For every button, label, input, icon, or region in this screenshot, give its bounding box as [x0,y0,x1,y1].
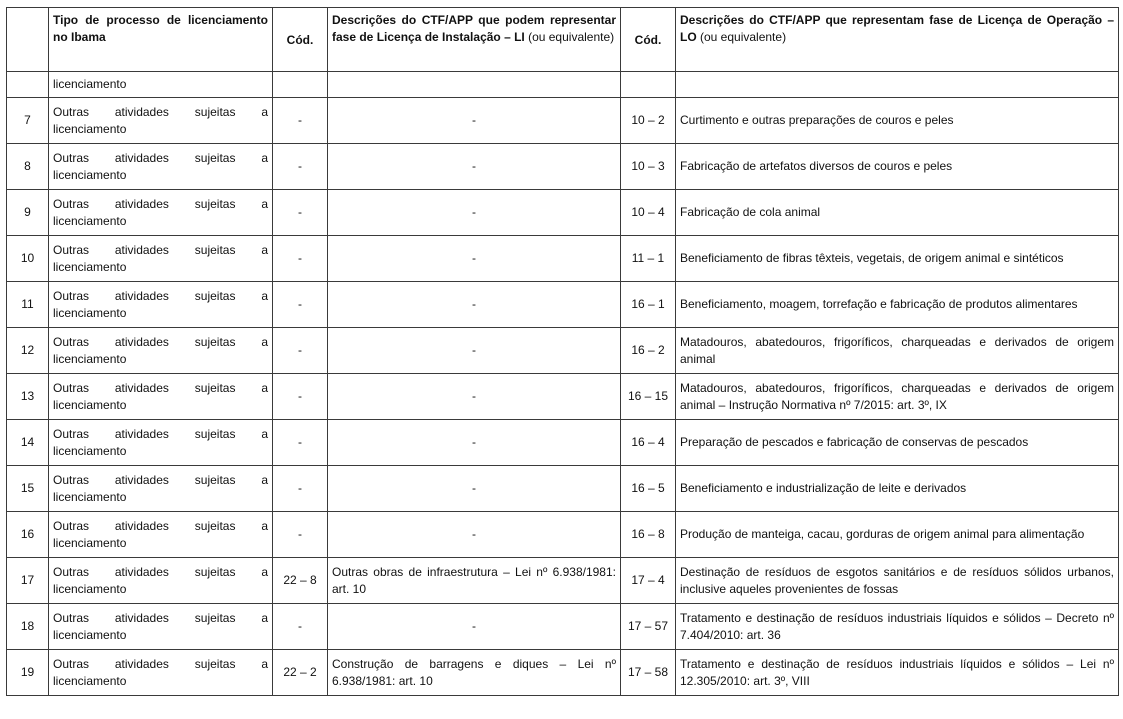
cell-cod-lo: 16 – 1 [621,282,676,328]
cell-tipo: Outras atividades sujeitas a licenciamento [49,512,273,558]
cell-li: - [328,282,621,328]
table-row [7,190,1119,236]
cell-number: 8 [7,144,49,190]
cell-lo: Beneficiamento e industrialização de leite e derivados [676,466,1119,512]
cell-tipo: Outras atividades sujeitas a licenciamento [49,374,273,420]
table-row [7,604,1119,650]
cell-cod-lo: 17 – 4 [621,558,676,604]
cell-lo: Fabricação de artefatos diversos de couros e peles [676,144,1119,190]
cell-tipo: Outras atividades sujeitas a licenciamento [49,650,273,696]
cell-number: 19 [7,650,49,696]
header-cod-lo: Cód. [621,8,676,72]
cell-cod-li: - [273,144,328,190]
cell-cod-lo: 10 – 2 [621,98,676,144]
table-body [7,72,1119,696]
cell-lo: Matadouros, abatedouros, frigoríficos, charqueadas e derivados de origem animal [676,328,1119,374]
cell-li: - [328,328,621,374]
cell-lo: Beneficiamento, moagem, torrefação e fabricação de produtos alimentares [676,282,1119,328]
cell-tipo: Outras atividades sujeitas a licenciamento [49,236,273,282]
cell-cod-lo: 17 – 57 [621,604,676,650]
cell-li: - [328,420,621,466]
cell-number: 13 [7,374,49,420]
header-tipo: Tipo de processo de licenciamento no Ibama [49,8,273,72]
cell-cod-lo: 16 – 2 [621,328,676,374]
cell-number: 9 [7,190,49,236]
header-lo-note: (ou equivalente) [696,30,787,44]
cell-tipo: Outras atividades sujeitas a licenciamento [49,604,273,650]
cell-li: - [328,512,621,558]
table-row [7,420,1119,466]
cell-lo: Beneficiamento de fibras têxteis, vegetais, de origem animal e sintéticos [676,236,1119,282]
cell-li: Construção de barragens e diques – Lei nº 6.938/1981: art. 10 [328,650,621,696]
header-row [7,8,1119,72]
cell-cod-li: - [273,604,328,650]
cell-li: - [328,190,621,236]
table-row [7,236,1119,282]
cell-lo: Produção de manteiga, cacau, gorduras de origem animal para alimentação [676,512,1119,558]
cell-cod-li: - [273,512,328,558]
cell-number: 16 [7,512,49,558]
cell-number [7,72,49,98]
cell-number: 15 [7,466,49,512]
cell-tipo: Outras atividades sujeitas a licenciamento [49,144,273,190]
header-li [328,8,621,72]
table-row [7,282,1119,328]
table-row [7,558,1119,604]
cell-cod-li: 22 – 2 [273,650,328,696]
cell-tipo: Outras atividades sujeitas a licenciamento [49,328,273,374]
cell-cod-li: 22 – 8 [273,558,328,604]
cell-number: 11 [7,282,49,328]
cell-li: - [328,98,621,144]
cell-li: - [328,466,621,512]
cell-cod-li [273,72,328,98]
header-li-bold: Descrições do CTF/APP que podem representar fase de Licença de Instalação – LI [332,13,616,44]
cell-cod-lo: 11 – 1 [621,236,676,282]
cell-cod-lo [621,72,676,98]
cell-number: 10 [7,236,49,282]
cell-lo: Curtimento e outras preparações de couros e peles [676,98,1119,144]
cell-cod-li: - [273,466,328,512]
cell-li [328,72,621,98]
cell-tipo: Outras atividades sujeitas a licenciamento [49,98,273,144]
document-page [6,7,1119,696]
cell-tipo: Outras atividades sujeitas a licenciamento [49,190,273,236]
cell-lo: Fabricação de cola animal [676,190,1119,236]
cell-lo: Preparação de pescados e fabricação de conservas de pescados [676,420,1119,466]
cell-li: - [328,144,621,190]
cell-cod-lo: 17 – 58 [621,650,676,696]
table-row [7,466,1119,512]
header-cod-li: Cód. [273,8,328,72]
cell-lo: Destinação de resíduos de esgotos sanitários e de resíduos sólidos urbanos, inclusive aqueles provenientes de fossas [676,558,1119,604]
header-li-note: (ou equivalente) [524,30,615,44]
table-row [7,650,1119,696]
cell-number: 12 [7,328,49,374]
continuation-row [7,72,1119,98]
cell-number: 7 [7,98,49,144]
cell-number: 14 [7,420,49,466]
cell-cod-lo: 10 – 4 [621,190,676,236]
cell-cod-lo: 10 – 3 [621,144,676,190]
cell-cod-li: - [273,236,328,282]
cell-lo: Matadouros, abatedouros, frigoríficos, charqueadas e derivados de origem animal – Instrução Normativa nº 7/2015: art. 3º, IX [676,374,1119,420]
table-row [7,374,1119,420]
cell-lo: Tratamento e destinação de resíduos industriais líquidos e sólidos – Lei nº 12.305/2010: art. 3º, VIII [676,650,1119,696]
table-row [7,98,1119,144]
cell-cod-li: - [273,328,328,374]
header-number [7,8,49,72]
cell-cod-lo: 16 – 5 [621,466,676,512]
cell-cod-lo: 16 – 8 [621,512,676,558]
cell-tipo: Outras atividades sujeitas a licenciamento [49,558,273,604]
table-row [7,328,1119,374]
header-lo [676,8,1119,72]
licensing-table [6,7,1119,696]
cell-tipo: Outras atividades sujeitas a licenciamento [49,466,273,512]
cell-cod-li: - [273,282,328,328]
cell-tipo: Outras atividades sujeitas a licenciamento [49,282,273,328]
cell-lo: Tratamento e destinação de resíduos industriais líquidos e sólidos – Decreto nº 7.404/2010: art. 36 [676,604,1119,650]
cell-li: Outras obras de infraestrutura – Lei nº 6.938/1981: art. 10 [328,558,621,604]
cell-number: 17 [7,558,49,604]
cell-li: - [328,604,621,650]
header-lo-bold: Descrições do CTF/APP que representam fase de Licença de Operação – LO [680,13,1114,44]
cell-tipo: licenciamento [49,72,273,98]
cell-li: - [328,374,621,420]
cell-cod-li: - [273,420,328,466]
cell-cod-li: - [273,374,328,420]
cell-cod-li: - [273,98,328,144]
cell-lo [676,72,1119,98]
cell-cod-lo: 16 – 15 [621,374,676,420]
table-row [7,512,1119,558]
cell-number: 18 [7,604,49,650]
cell-cod-lo: 16 – 4 [621,420,676,466]
cell-tipo: Outras atividades sujeitas a licenciamento [49,420,273,466]
cell-cod-li: - [273,190,328,236]
table-row [7,144,1119,190]
cell-li: - [328,236,621,282]
